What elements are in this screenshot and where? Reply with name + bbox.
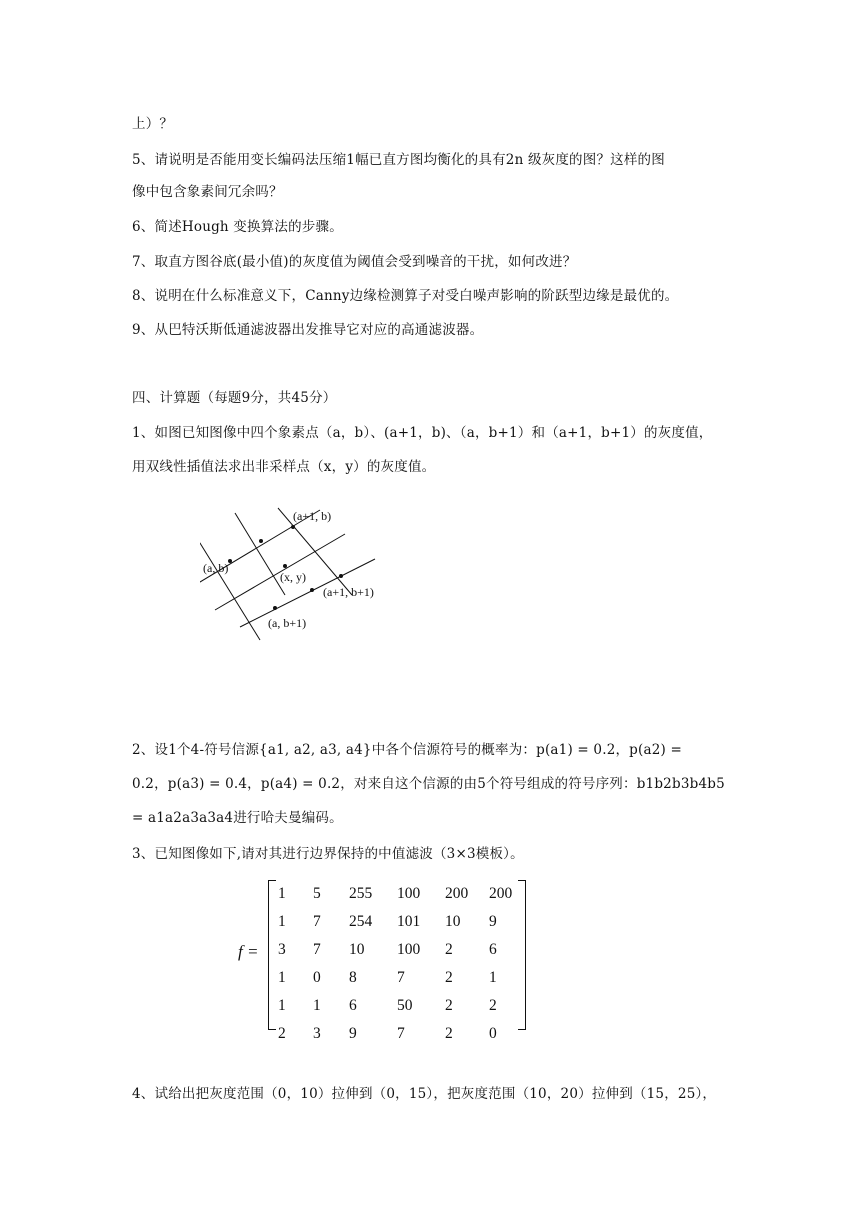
matrix-table [278, 880, 525, 1048]
question-8: 8、说明在什么标准意义下，Canny边缘检测算子对受白噪声影响的阶跃型边缘是最优的。 [132, 288, 679, 304]
matrix-cell: 1 [278, 885, 286, 902]
section-title: 四、计算题（每题9分，共45分） [132, 390, 337, 406]
matrix-cell: 9 [489, 913, 497, 930]
matrix-row [278, 992, 525, 1020]
label-a1-b: (a+1, b) [293, 509, 332, 523]
matrix-row [278, 936, 525, 964]
label-a1-b1: (a+1, b+1) [323, 585, 374, 599]
calc-question-3: 3、已知图像如下,请对其进行边界保持的中值滤波（3×3模板）。 [132, 846, 524, 862]
matrix-cell: 1 [313, 997, 321, 1014]
matrix-cell: 2 [445, 941, 453, 958]
matrix-cell: 7 [313, 941, 321, 958]
matrix-cell: 7 [313, 913, 321, 930]
matrix-cell: 6 [489, 941, 497, 958]
matrix-cell: 1 [489, 969, 497, 986]
calc-question-2-line-1: 2、设1个4-符号信源{a1, a2, a3, a4}中各个信源符号的概率为：p(a1) = 0.2，p(a2) = [132, 742, 682, 758]
matrix-f [238, 876, 538, 1042]
matrix-cell: 3 [313, 1025, 321, 1042]
matrix-cell: 2 [445, 969, 453, 986]
question-5-line-1: 5、请说明是否能用变长编码法压缩1幅已直方图均衡化的具有2n 级灰度的图？这样的图 [132, 152, 665, 168]
calc-question-1-line-1: 1、如图已知图像中四个象素点（a，b）、(a+1，b)、（a，b+1）和（a+1，b+1）的灰度值， [132, 425, 713, 441]
question-5-line-2: 像中包含象素间冗余吗？ [132, 184, 283, 200]
label-x-y: (x, y) [280, 570, 306, 584]
matrix-row [278, 908, 525, 936]
matrix-cell: 6 [349, 997, 357, 1014]
grid-line [235, 513, 285, 595]
calc-question-2-line-2: 0.2，p(a3) = 0.4，p(a4) = 0.2，对来自这个信源的由5个符号组成的符号序列：b1b2b3b4b5 [132, 776, 725, 792]
matrix-cell: 2 [445, 997, 453, 1014]
calc-question-2-line-3: = a1a2a3a3a4进行哈夫曼编码。 [132, 810, 343, 826]
matrix-cell: 50 [397, 997, 413, 1014]
point-x-y [283, 564, 287, 568]
matrix-cell: 3 [278, 941, 286, 958]
matrix-cell: 1 [278, 913, 286, 930]
matrix-cell: 10 [445, 913, 461, 930]
point-a-b1 [273, 606, 277, 610]
matrix-row [278, 964, 525, 992]
matrix-left-bracket [268, 880, 276, 1030]
matrix-cell: 100 [397, 885, 421, 902]
matrix-cell: 2 [445, 1025, 453, 1042]
matrix-cell: 5 [313, 885, 321, 902]
matrix-cell: 2 [278, 1025, 286, 1042]
matrix-cell: 254 [349, 913, 373, 930]
point-mid-top [259, 539, 263, 543]
matrix-cell: 2 [489, 997, 497, 1014]
matrix-cell: 0 [313, 969, 321, 986]
matrix-cell: 0 [489, 1025, 497, 1042]
calc-question-4: 4、试给出把灰度范围（0，10）拉伸到（0，15），把灰度范围（10，20）拉伸到（15，25）， [132, 1086, 717, 1102]
grid-line [200, 535, 260, 640]
matrix-cell: 10 [349, 941, 365, 958]
text-line: 上）？ [132, 116, 174, 132]
matrix-cell: 255 [349, 885, 373, 902]
bilinear-interpolation-figure [200, 500, 400, 650]
point-a1-b1 [339, 574, 343, 578]
question-7: 7、取直方图谷底(最小值)的灰度值为阈值会受到噪音的干扰，如何改进？ [132, 254, 577, 270]
matrix-right-bracket [518, 880, 526, 1030]
label-a-b: (a, b) [203, 561, 229, 575]
point-mid-bottom [310, 588, 314, 592]
matrix-cell: 100 [397, 941, 421, 958]
question-6: 6、简述Hough 变换算法的步骤。 [132, 219, 343, 235]
matrix-cell: 200 [445, 885, 469, 902]
matrix-cell: 101 [397, 913, 421, 930]
calc-question-1-line-2: 用双线性插值法求出非采样点（x，y）的灰度值。 [132, 459, 436, 475]
matrix-row [278, 1020, 525, 1048]
matrix-cell: 1 [278, 969, 286, 986]
matrix-cell: 8 [349, 969, 357, 986]
question-9: 9、从巴特沃斯低通滤波器出发推导它对应的高通滤波器。 [132, 322, 484, 338]
matrix-cell: 9 [349, 1025, 357, 1042]
point-a1-b [291, 525, 295, 529]
matrix-cell: 7 [397, 969, 405, 986]
point-a-b [228, 559, 232, 563]
matrix-cell: 200 [489, 885, 513, 902]
matrix-label: f = [238, 942, 259, 961]
matrix-row [278, 880, 525, 908]
matrix-cell: 7 [397, 1025, 405, 1042]
matrix-cell: 1 [278, 997, 286, 1014]
label-a-b1: (a, b+1) [268, 616, 307, 630]
